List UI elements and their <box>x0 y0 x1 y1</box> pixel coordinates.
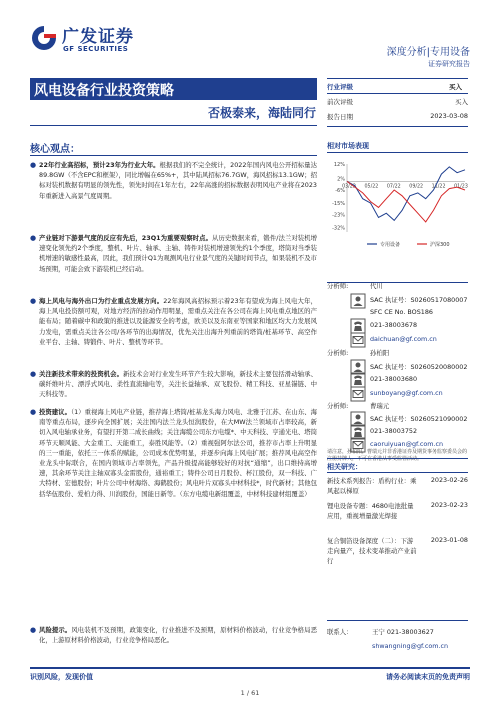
core-paragraph <box>30 160 317 201</box>
core-paragraph <box>30 296 317 347</box>
page-number: 1 / 61 <box>240 689 260 697</box>
brand-name-cn: 广发证券 <box>62 27 134 47</box>
core-paragraph <box>30 407 317 499</box>
related-research-date: 2023-01-08 <box>430 536 468 544</box>
y-tick-label: 2% <box>337 176 345 183</box>
analyst-sfc: SFC CE No. BOS186 <box>370 308 433 316</box>
report-date-value: 2023-03-08 <box>430 112 468 120</box>
related-research-item[interactable]: 新技术系列报告：盾构行业：乘风起以梯原 <box>327 477 417 495</box>
analyst-sac: SAC 执证号：S0260517080007 <box>370 296 468 304</box>
paragraph-body: 风电装机不及预期，政策变化，行业推进不及预期，原材料价格波动，行业竞争格局恶化，上游原材料价格波动，行业竞争格局恶化。 <box>39 626 318 645</box>
chart-title: 相对市场表现 <box>327 142 369 150</box>
x-tick-label: 01/23 <box>454 184 468 190</box>
y-tick-label: -23% <box>332 212 345 219</box>
y-tick-label: 12% <box>333 162 345 168</box>
analyst-email[interactable]: sunboyang@gf.com.cn <box>370 389 443 397</box>
contact-email[interactable]: shwangning@gf.com.cn <box>372 642 449 650</box>
paragraph-body: 22年海风高招标预示着23年有望成为海上风电大年，海上风电投资额可观，对地方经济的拉动作用明显，需重点关注在各公司在海上风电重点地区的产能布局；随着碳中和政策的推进以及能源安全的考虑，欧美以及东南亚等国家和地区均大力发展风力发电，需重点关注各公司/各环节的出海情况，优先关注出海升列重前的塔筒/桩基环节、高空作业平台、主轴、铸锻件、叶片、整机等环节。 <box>39 297 318 346</box>
analyst-name: 孙柏阳 <box>370 349 390 357</box>
footer-divider <box>30 667 470 669</box>
analyst-email[interactable]: caoruiyuan@gf.com.cn <box>370 440 444 448</box>
previous-rating-label: 前次评级 <box>327 98 353 106</box>
previous-rating-value: 买入 <box>455 98 468 106</box>
bullet-icon: ● <box>30 370 37 378</box>
person-icon <box>350 293 366 309</box>
report-date-label: 报告日期 <box>327 113 353 121</box>
analyst-phone: 021-38003752 <box>370 427 418 435</box>
paragraph-lead: 海上风电与海外出口为行业重点发展方向。 <box>39 297 164 305</box>
contact-label: 联系人： <box>327 628 353 636</box>
y-tick-label: -15% <box>332 201 345 208</box>
rating-header <box>327 78 468 94</box>
paragraph-body: 根据我们的不完全统计，2022年国内风电公开招标量达89.8GW（不含EPC和框架），同比增幅在65%+，其中陆风招标76.7GW，海风招标13.1GW；招标对装机数据有明显的领先性，领先时间在1年左右，22年高涨的招标数据表明风电产业将在2023年重新进入高景气度周期。 <box>39 161 317 200</box>
paragraph-body: 从历史数据来看，锻件/法兰对装机增速变化领先约2个季度，整机、叶片、轴承、主轴、铸件对装机增速领先约1个季度，塔筒对当季装机增速的敏感性最高，因此，我们预计Q1为观测风电行业景气度的关键时间节点，如果装机不及市场预期，可能会致下游装机已经启动。 <box>39 234 317 273</box>
rating-label: 行业评级 <box>327 83 353 91</box>
bullet-icon: ● <box>30 297 37 305</box>
analyst-name: 曹瑞元 <box>370 402 390 410</box>
related-research-date: 2023-02-23 <box>430 501 468 509</box>
paragraph-lead: 22年行业高招标，预计23年为行业大年。 <box>39 161 160 169</box>
related-research-item[interactable]: 复合铜箔设备深度（二）：下游走向量产，技术变革推动产业前行 <box>327 537 417 565</box>
paragraph-lead: 产业链对下游景气度的反应有先后，23Q1为重要观察时点。 <box>39 234 213 242</box>
x-tick-label: 07/22 <box>386 184 401 190</box>
contact-phone: 王宁 021-38003627 <box>372 628 434 636</box>
report-type: 深度分析|专用设备 <box>386 47 470 58</box>
analyst-name: 代川 <box>370 282 383 290</box>
analyst-email[interactable]: daichuan@gf.com.cn <box>370 335 437 343</box>
core-paragraph <box>30 233 317 274</box>
divider <box>327 458 468 459</box>
analyst-phone: 021-38003678 <box>370 321 418 329</box>
divider <box>327 152 468 153</box>
paragraph-body: 新技术会对行业发生环节产生较大影响，新技术主要包括滑动轴承、碳纤维叶片、漂浮式风电、柔性直流输电等，关注长益轴承、双飞股份、精工科技、亚星锚链、中天科技等。 <box>39 370 318 399</box>
core-paragraph <box>30 625 317 645</box>
y-tick-label: -32% <box>332 225 345 232</box>
related-research-item[interactable]: 锂电设备专题：4680电池批量应用，重视增量激光焊接 <box>327 502 414 520</box>
y-tick-label: -6% <box>335 188 345 195</box>
analyst-phone: 021-38003680 <box>370 375 418 383</box>
report-category: 证券研究报告 <box>428 60 470 68</box>
divider <box>30 155 317 156</box>
divider <box>30 125 317 126</box>
email-icon <box>350 386 366 402</box>
email-icon <box>350 332 366 348</box>
core-paragraph <box>30 369 317 400</box>
paragraph-lead: 关注新技术带来的投资机会。 <box>39 370 124 378</box>
brand-name-en: GF SECURITIES <box>63 45 129 53</box>
related-research-title: 相关研究： <box>327 463 362 471</box>
analyst-sac: SAC 执证号：S0260521090002 <box>370 415 468 423</box>
brand-logo <box>30 18 150 62</box>
x-tick-label: 09/22 <box>409 184 424 190</box>
paragraph-body: （1）重视海上风电产业链，推荐海上塔筒/桩基龙头海力风电、北雅于江苏、在山东、海南等重点布局，逐步向全国扩展；关注国内法兰龙头恒润股份，在大MW法兰领域市占率较高，新切入风电轴承业务，有望打开第二成长曲线；关注海缆公司东方电缆*、中天科技、亨通光电、塔筒环节天顺风能、大金重工、天能重工，泰胜风能等。（2）重视强阿尔法公司，推荐市占率上升明显的三一重能，依托三一体系的赋能，公司成本优势明显，并逐步向海上风电扩展；推荐风电高空作业龙头中际联合，在国内领域市占率领先，产品升级提高能够较好的对抗“通缩”，出口维持高增速，其余环节关注主轴双寡头金雷股份，通裕重工；铸件公司日月股份、杯江股份，双一科技、广大特材、宏德股份；叶片公司中材海络、海鹤股份；风电叶片双寡头中材科技*，时代新材；其他包括华伍股份、爱柏力得、川润股份，国能日新等。（东方电缆电新组覆盖，中材科技建材组覆盖） <box>39 408 317 498</box>
bullet-icon: ● <box>30 161 37 169</box>
divider <box>327 126 468 127</box>
footer-disclaimer-link[interactable]: 请务必阅读末页的免责声明 <box>386 673 470 681</box>
analyst-sac: SAC 执证号：S0260520080002 <box>370 363 468 371</box>
x-tick-label: 11/22 <box>431 184 446 190</box>
relative-performance-chart <box>327 160 468 252</box>
rating-value: 买入 <box>449 83 462 91</box>
legend-label: 专用设备 <box>380 242 401 248</box>
series-line <box>347 167 465 221</box>
analyst-role: 分析师: <box>327 402 349 410</box>
analyst-role: 分析师: <box>327 349 349 357</box>
footer-slogan: 识别风险，发现价值 <box>30 673 93 681</box>
bullet-icon: ● <box>30 626 37 634</box>
bullet-icon: ● <box>30 408 37 416</box>
paragraph-lead: 风险提示。 <box>39 626 72 634</box>
analyst-disclaimer-note: 请注意，孙柏阳，曹瑞元并非香港证券及期货事务监察委员会的注册持牌人，不可在香港从事受监管活动。 <box>327 449 468 462</box>
analyst-role: 分析师: <box>327 282 349 290</box>
legend-label: 沪深300 <box>430 242 450 248</box>
paragraph-lead: 投资建议。 <box>39 408 71 416</box>
core-points-heading: 核心观点： <box>30 144 80 155</box>
report-subtitle: 否极泰来，海陆同行 <box>207 106 316 120</box>
divider <box>327 472 468 473</box>
related-research-date: 2023-02-26 <box>430 476 468 484</box>
report-title: 风电设备行业投资策略 <box>34 83 174 99</box>
divider <box>327 620 468 621</box>
gf-logo-icon <box>30 24 58 52</box>
x-tick-label: 03/22 <box>342 184 356 190</box>
x-tick-label: 05/22 <box>364 184 379 190</box>
bullet-icon: ● <box>30 234 37 242</box>
